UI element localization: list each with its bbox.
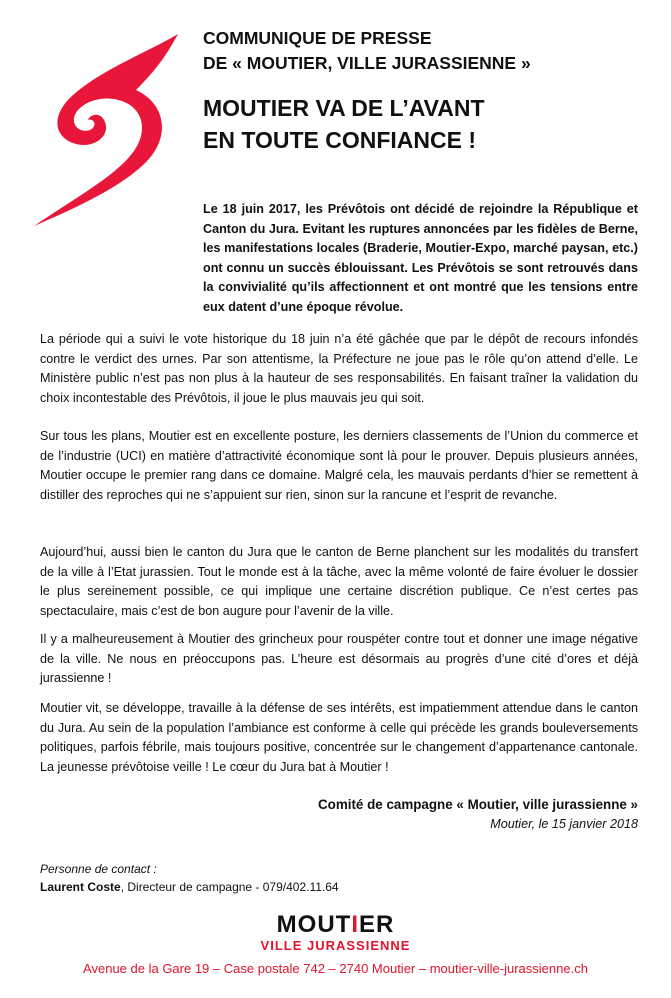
footer-address: Avenue de la Gare 19 – Case postale 742 – 2740 Moutier – moutier-ville-jurassienne.ch: [83, 961, 588, 976]
signature-name: Comité de campagne « Moutier, ville jurassienne »: [318, 797, 638, 812]
kicker-line-1: COMMUNIQUE DE PRESSE: [203, 28, 432, 48]
brand-name-part-1: MOUT: [276, 911, 352, 938]
body-paragraph-5: Moutier vit, se développe, travaille à la défense de ses intérêts, est impatiemment attendue dans le canton du Jura. Au sein de la population l’ambiance est conforme à celle qui précède les grands bouleversements politiques, parfois fébrile, mais toujours positive, concentrée sur le changement d’appartenance cantonale. La jeunesse prévôtoise veille ! Le cœur du Jura bat à Moutier !: [40, 701, 638, 774]
jura-crosier-logo: [30, 30, 180, 230]
brand-logo: [0, 912, 671, 954]
signature-place-date: Moutier, le 15 janvier 2018: [490, 817, 638, 831]
body-paragraph-2: Sur tous les plans, Moutier est en excellente posture, les derniers classements de l’Union du commerce et de l’industrie (UCI) en matière d’attractivité économique sont là pour le prouver. Depuis plusieurs années, Moutier occupe le premier rang dans ce domaine. Malgré cela, les mauvais perdants d’hier se remettent à distiller des reproches qui ne s’appuient sur rien, sinon sur la rancune et l’esprit de revanche.: [40, 429, 638, 502]
brand-subtitle: VILLE JURASSIENNE: [260, 938, 411, 953]
contact-label: Personne de contact :: [40, 862, 157, 876]
headline-line-2: EN TOUTE CONFIANCE !: [203, 127, 477, 153]
lead-paragraph: Le 18 juin 2017, les Prévôtois ont décidé de rejoindre la République et Canton du Jura. Evitant les ruptures annoncées par les fidèles de Berne, les manifestations locales (Braderie, Moutier-Expo, marché paysan, etc.) ont connu un succès éblouissant. Les Prévôtois se sont retrouvés dans la convivialité qu’ils affectionnent et ont montré que les tensions entre eux datent d’une époque révolue.: [203, 202, 638, 314]
brand-name-part-3: ER: [358, 911, 395, 938]
headline: [203, 92, 643, 156]
header: [203, 26, 643, 156]
kicker-line-2: DE « MOUTIER, VILLE JURASSIENNE »: [203, 53, 531, 73]
brand-name: [0, 912, 671, 938]
signature-block: [318, 795, 638, 833]
contact-details: , Directeur de campagne - 079/402.11.64: [120, 880, 339, 894]
body-paragraph-4: Il y a malheureusement à Moutier des grincheux pour rouspéter contre tout et donner une image négative de la ville. Ne nous en préoccupons pas. L’heure est désormais au progrès d’une cité d’ores et déjà jurassienne !: [40, 632, 638, 685]
contact-line: [40, 878, 339, 896]
contact-block: [40, 860, 339, 896]
body-paragraph-3: Aujourd’hui, aussi bien le canton du Jura que le canton de Berne planchent sur les modalités du transfert de la ville à l’Etat jurassien. Tout le monde est à la tâche, avec la même volonté de faire évoluer le dossier le plus sereinement possible, ce qui implique une certaine discrétion publique. Ce n’est certes pas spectaculaire, mais c’est de bon augure pour l’avenir de la ville.: [40, 545, 638, 618]
contact-name: Laurent Coste: [40, 880, 121, 894]
brand-name-part-2: I: [351, 911, 359, 938]
headline-line-1: MOUTIER VA DE L’AVANT: [203, 95, 485, 121]
body-paragraph-1: La période qui a suivi le vote historique du 18 juin n’a été gâchée que par le dépôt de recours infondés contre le verdict des urnes. Par son attentisme, la Préfecture ne joue pas le rôle qu’on attend d’elle. Le Ministère public n’est pas non plus à la hauteur de ses responsabilités. En faisant traîner la validation du choix incontestable des Prévôtois, il joue le plus mauvais jeu qui soit.: [40, 332, 638, 405]
